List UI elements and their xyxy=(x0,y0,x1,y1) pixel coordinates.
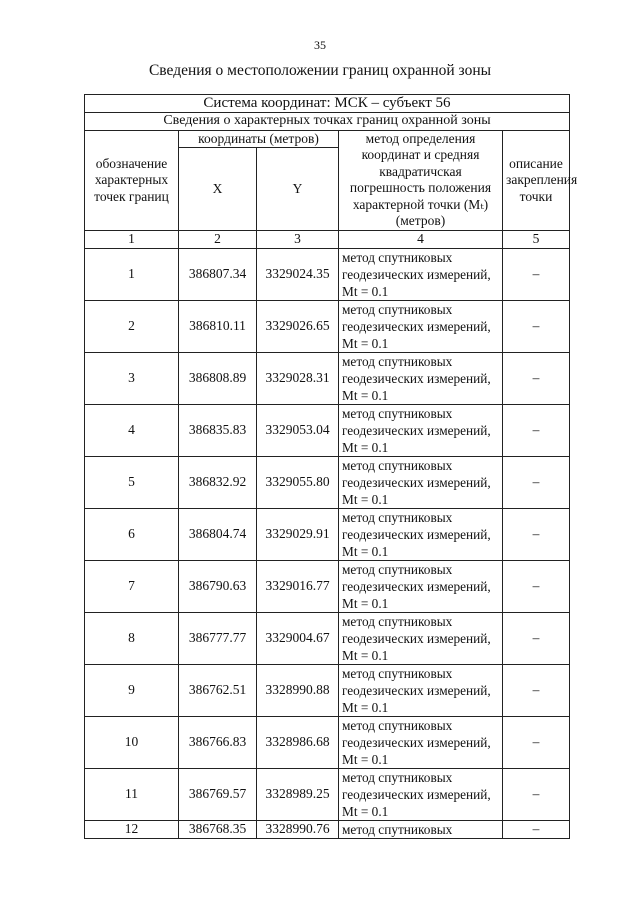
header-x: X xyxy=(179,148,257,231)
fixing-cell: – xyxy=(503,352,570,404)
coord-x: 386807.34 xyxy=(179,248,257,300)
table-row xyxy=(85,456,570,508)
section-title-banner: Сведения о характерных точках границ охранной зоны xyxy=(85,113,570,131)
header-coords: координаты (метров) xyxy=(179,130,339,148)
point-id: 10 xyxy=(85,716,179,768)
point-id: 3 xyxy=(85,352,179,404)
coord-x: 386808.89 xyxy=(179,352,257,404)
fixing-cell: – xyxy=(503,716,570,768)
coord-x: 386790.63 xyxy=(179,560,257,612)
coord-y: 3328990.88 xyxy=(257,664,339,716)
table-row xyxy=(85,404,570,456)
method-cell: метод спутниковых геодезических измерений, Mt = 0.1 xyxy=(339,560,503,612)
coord-x: 386762.51 xyxy=(179,664,257,716)
fixing-cell: – xyxy=(503,300,570,352)
table-row xyxy=(85,560,570,612)
point-id: 9 xyxy=(85,664,179,716)
table-row xyxy=(85,248,570,300)
column-number: 2 xyxy=(179,231,257,249)
point-id: 1 xyxy=(85,248,179,300)
coord-x: 386835.83 xyxy=(179,404,257,456)
method-cell: метод спутниковых геодезических измерений, Mt = 0.1 xyxy=(339,404,503,456)
table-row xyxy=(85,300,570,352)
point-id: 11 xyxy=(85,768,179,820)
method-cell: метод спутниковых геодезических измерений, Mt = 0.1 xyxy=(339,768,503,820)
table-row xyxy=(85,352,570,404)
method-cell: метод спутниковых геодезических измерений, Mt = 0.1 xyxy=(339,612,503,664)
coord-y: 3329053.04 xyxy=(257,404,339,456)
coord-system-banner: Система координат: МСК – субъект 56 xyxy=(85,95,570,113)
table-row xyxy=(85,612,570,664)
coord-x: 386804.74 xyxy=(179,508,257,560)
coord-y: 3329016.77 xyxy=(257,560,339,612)
fixing-cell: – xyxy=(503,664,570,716)
fixing-cell: – xyxy=(503,456,570,508)
method-cell: метод спутниковых геодезических измерений, Mt = 0.1 xyxy=(339,248,503,300)
column-number: 3 xyxy=(257,231,339,249)
column-numbers-row xyxy=(85,231,570,249)
coord-y: 3329024.35 xyxy=(257,248,339,300)
table-row xyxy=(85,716,570,768)
boundary-points-table xyxy=(84,94,578,839)
point-id: 2 xyxy=(85,300,179,352)
point-id: 7 xyxy=(85,560,179,612)
table-row xyxy=(85,664,570,716)
header-method: метод определения координат и средняя квадратичская погрешность положения характерной точки (Mₜ) (метров) xyxy=(339,130,503,231)
document-title: Сведения о местоположении границ охранной зоны xyxy=(148,62,492,79)
method-cell: метод спутниковых геодезических измерений, Mt = 0.1 xyxy=(339,300,503,352)
fixing-cell: – xyxy=(503,820,570,838)
fixing-cell: – xyxy=(503,560,570,612)
method-cell: метод спутниковых геодезических измерений, Mt = 0.1 xyxy=(339,716,503,768)
method-cell: метод спутниковых геодезических измерений, Mt = 0.1 xyxy=(339,456,503,508)
point-id: 6 xyxy=(85,508,179,560)
header-fixing: описание закрепления точки xyxy=(503,130,570,231)
coord-y: 3329026.65 xyxy=(257,300,339,352)
method-cell: метод спутниковых геодезических измерений, Mt = 0.1 xyxy=(339,664,503,716)
coord-y: 3328986.68 xyxy=(257,716,339,768)
coord-y: 3329004.67 xyxy=(257,612,339,664)
fixing-cell: – xyxy=(503,248,570,300)
header-designation: обозначение характерных точек границ xyxy=(85,130,179,231)
coord-y: 3328990.76 xyxy=(257,820,339,838)
coord-x: 386769.57 xyxy=(179,768,257,820)
coord-y: 3329055.80 xyxy=(257,456,339,508)
column-number: 4 xyxy=(339,231,503,249)
coord-x: 386777.77 xyxy=(179,612,257,664)
point-id: 8 xyxy=(85,612,179,664)
coord-x: 386766.83 xyxy=(179,716,257,768)
page-number: 35 xyxy=(314,38,326,52)
fixing-cell: – xyxy=(503,508,570,560)
fixing-cell: – xyxy=(503,768,570,820)
table-row xyxy=(85,768,570,820)
column-number: 1 xyxy=(85,231,179,249)
coord-x: 386768.35 xyxy=(179,820,257,838)
coord-x: 386810.11 xyxy=(179,300,257,352)
method-cell: метод спутниковых геодезических измерений, Mt = 0.1 xyxy=(339,508,503,560)
table-row xyxy=(85,508,570,560)
header-y: Y xyxy=(257,148,339,231)
coord-y: 3329029.91 xyxy=(257,508,339,560)
fixing-cell: – xyxy=(503,612,570,664)
fixing-cell: – xyxy=(503,404,570,456)
coord-y: 3329028.31 xyxy=(257,352,339,404)
point-id: 5 xyxy=(85,456,179,508)
column-number: 5 xyxy=(503,231,570,249)
table-row xyxy=(85,820,570,838)
method-cell: метод спутниковых xyxy=(339,820,503,838)
point-id: 4 xyxy=(85,404,179,456)
point-id: 12 xyxy=(85,820,179,838)
coord-x: 386832.92 xyxy=(179,456,257,508)
coord-y: 3328989.25 xyxy=(257,768,339,820)
method-cell: метод спутниковых геодезических измерений, Mt = 0.1 xyxy=(339,352,503,404)
